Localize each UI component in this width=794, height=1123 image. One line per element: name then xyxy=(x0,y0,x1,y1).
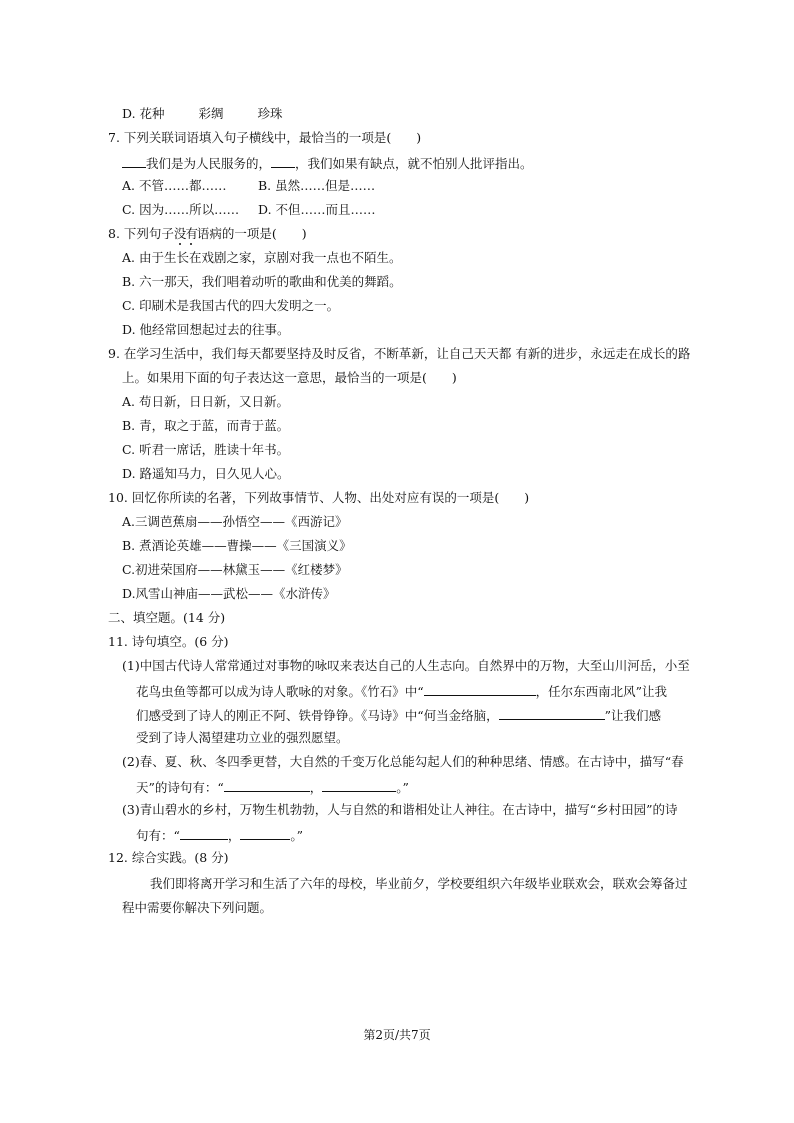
q11-blank-zhushi[interactable] xyxy=(424,682,536,696)
q11-part-3-text-b: ， xyxy=(227,828,241,843)
q11-blank-mashi[interactable] xyxy=(499,706,605,720)
q6-option-d xyxy=(122,106,283,122)
q11-part-1-line-1: (1)中国古代诗人常常通过对事物的咏叹来表达自己的人生志向。自然界中的万物，大至山川河岳，小至 xyxy=(122,658,690,673)
q12-paragraph-line-2: 程中需要你解决下列问题。 xyxy=(122,900,273,915)
q7-stem: 7. 下列关联词语填入句子横线中，最恰当的一项是( ) xyxy=(108,130,422,145)
q10-option-a: A.三调芭蕉扇——孙悟空——《西游记》 xyxy=(122,514,348,529)
q8-stem-post: 语病的一项是( ) xyxy=(196,226,307,241)
q12-paragraph-line-1: 我们即将离开学习和生活了六年的母校，毕业前夕，学校要组织六年级毕业联欢会，联欢会筹备过 xyxy=(150,876,688,891)
q7-sentence xyxy=(122,154,533,172)
q8-option-a: A. 由于生长在戏剧之家，京剧对我一点也不陌生。 xyxy=(122,250,402,265)
q9-stem-line-1: 9. 在学习生活中，我们每天都要坚持及时反省，不断革新，让自己天天都 有新的进步，永远走在成长的路 xyxy=(108,346,691,361)
q7-sentence-part-1: 我们是为人民服务的， xyxy=(146,156,272,171)
q11-part-1-line-2 xyxy=(136,682,667,700)
q9-option-b: B. 青，取之于蓝，而青于蓝。 xyxy=(122,418,290,433)
q6-option-d-b: 彩绸 xyxy=(198,106,224,121)
q11-part-1-text-b: ，任尔东西南北风”让我 xyxy=(535,684,668,699)
q8-option-b: B. 六一那天，我们唱着动听的歌曲和优美的舞蹈。 xyxy=(122,274,402,289)
q11-part-2-text-c: 。” xyxy=(396,780,409,795)
q11-part-1-text-d: ”让我们感 xyxy=(604,708,662,723)
q6-option-d-c: 珍珠 xyxy=(257,106,283,121)
q8-option-c: C. 印刷术是我国古代的四大发明之一。 xyxy=(122,298,340,313)
q9-option-d: D. 路遥知马力，日久见人心。 xyxy=(122,466,290,481)
q10-option-c: C.初进荣国府——林黛玉——《红楼梦》 xyxy=(122,562,348,577)
q7-option-b: B. 虽然……但是…… xyxy=(258,178,376,193)
q8-stem-pre: 8. 下列句子 xyxy=(108,226,174,241)
q9-option-c: C. 听君一席话，胜读十年书。 xyxy=(122,442,290,457)
q11-blank-spring-1[interactable] xyxy=(224,778,310,792)
q8-stem xyxy=(108,226,307,242)
q11-part-2-line-2 xyxy=(136,778,409,796)
q7-blank-2[interactable] xyxy=(271,154,295,168)
q10-option-b: B. 煮酒论英雄——曹操——《三国演义》 xyxy=(122,538,352,553)
q8-emphasis-char-2: 有 xyxy=(185,226,198,241)
q7-option-a: A. 不管……都…… xyxy=(122,178,227,193)
q7-option-c: C. 因为……所以…… xyxy=(122,202,240,217)
q11-blank-spring-2[interactable] xyxy=(322,778,396,792)
q6-option-d-a: D. 花种 xyxy=(122,106,165,121)
q11-part-1-text-a: 花鸟虫鱼等都可以成为诗人歌咏的对象。《竹石》中“ xyxy=(136,684,424,699)
q9-stem-line-2: 上。如果用下面的句子表达这一意思，最恰当的一项是( ) xyxy=(122,370,457,385)
q11-blank-rural-2[interactable] xyxy=(240,826,290,840)
q11-part-1-line-3 xyxy=(136,706,661,724)
q11-part-3-text-c: 。” xyxy=(290,828,304,843)
q11-part-2-text-a: 天”的诗句有：“ xyxy=(136,780,224,795)
q7-blank-1[interactable] xyxy=(122,154,146,168)
q10-stem: 10. 回忆你所读的名著，下列故事情节、人物、出处对应有误的一项是( ) xyxy=(108,490,530,505)
q11-part-2-line-1: (2)春、夏、秋、冬四季更替，大自然的千变万化总能勾起人们的种种思绪、情感。在古诗中，描写“春 xyxy=(122,754,684,769)
q10-option-d: D.风雪山神庙——武松——《水浒传》 xyxy=(122,586,336,601)
q8-emphasis-char-1: 没 xyxy=(173,226,187,241)
q11-part-3-line-2 xyxy=(136,826,303,844)
q11-part-3-line-1: (3)青山碧水的乡村，万物生机勃勃，人与自然的和谐相处让人神往。在古诗中，描写“乡村田园”的诗 xyxy=(122,802,678,817)
q11-stem: 11. 诗句填空。(6 分) xyxy=(108,634,229,649)
q11-blank-rural-1[interactable] xyxy=(180,826,228,840)
page-footer: 第2页/共7页 xyxy=(363,1028,431,1042)
q7-option-d: D. 不但……而且…… xyxy=(258,202,376,217)
section-heading-fill-in: 二、填空题。(14 分) xyxy=(108,610,226,625)
q11-part-1-text-c: 们感受到了诗人的刚正不阿、铁骨铮铮。《马诗》中“何当金络脑， xyxy=(136,708,499,723)
q11-part-2-text-b: ， xyxy=(309,780,323,795)
q12-stem: 12. 综合实践。(8 分) xyxy=(108,850,229,865)
q8-option-d: D. 他经常回想起过去的往事。 xyxy=(122,322,290,337)
q9-option-a: A. 苟日新，日日新，又日新。 xyxy=(122,394,289,409)
q11-part-3-text-a: 句有：“ xyxy=(136,828,180,843)
q11-part-1-line-4: 受到了诗人渴望建功立业的强烈愿望。 xyxy=(136,730,349,745)
q7-sentence-part-2: ，我们如果有缺点，就不怕别人批评指出。 xyxy=(295,156,533,171)
